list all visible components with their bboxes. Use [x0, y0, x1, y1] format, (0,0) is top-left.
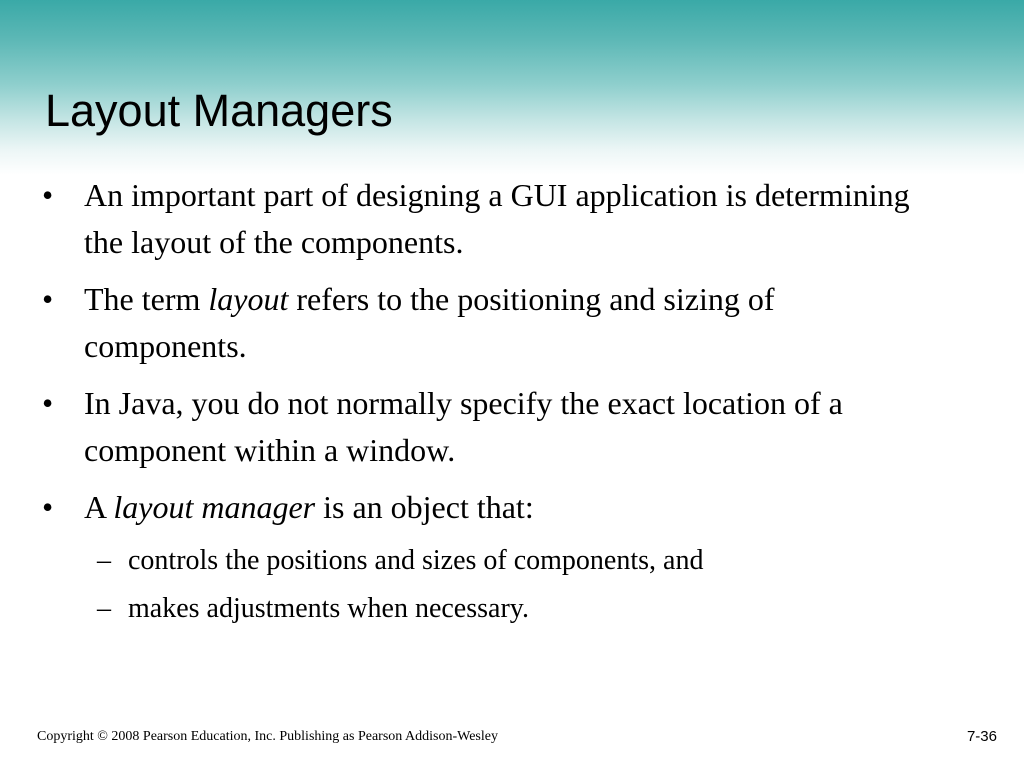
bullet-text-end: is an object that: — [315, 489, 534, 525]
bullet-list — [0, 172, 1024, 637]
sub-bullet-item — [0, 589, 928, 629]
sub-bullet-text: controls the positions and sizes of components, and — [128, 545, 704, 576]
sub-bullet-item — [0, 541, 928, 581]
bullet-marker: • — [42, 177, 54, 213]
bullet-emphasis-term: layout — [208, 281, 289, 317]
bullet-item — [0, 484, 914, 531]
bullet-emphasis-term: layout manager — [113, 489, 316, 525]
bullet-text: In Java, you do not normally specify the exact location of a component within a window. — [84, 385, 843, 468]
sub-bullet-text: makes adjustments when necessary. — [128, 593, 529, 624]
page-number: 7-36 — [966, 728, 997, 745]
footer-copyright: Copyright © 2008 Pearson Education, Inc. Publishing as Pearson Addison-Wesley — [37, 729, 498, 744]
bullet-item — [0, 276, 914, 370]
sub-bullet-marker: – — [97, 545, 111, 576]
bullet-marker: • — [42, 385, 54, 421]
slide-title: Layout Managers — [45, 85, 393, 136]
bullet-marker: • — [42, 489, 54, 525]
bullet-text-start: The term — [84, 281, 209, 317]
sub-bullet-marker: – — [97, 593, 111, 624]
bullet-marker: • — [42, 281, 54, 317]
bullet-text-end: refers to the positioning and sizing of components. — [84, 281, 775, 364]
bullet-text: An important part of designing a GUI application is determining the layout of the components. — [84, 177, 910, 260]
bullet-text-start: A — [84, 489, 114, 525]
bullet-item — [0, 172, 914, 266]
bullet-item — [0, 380, 914, 474]
